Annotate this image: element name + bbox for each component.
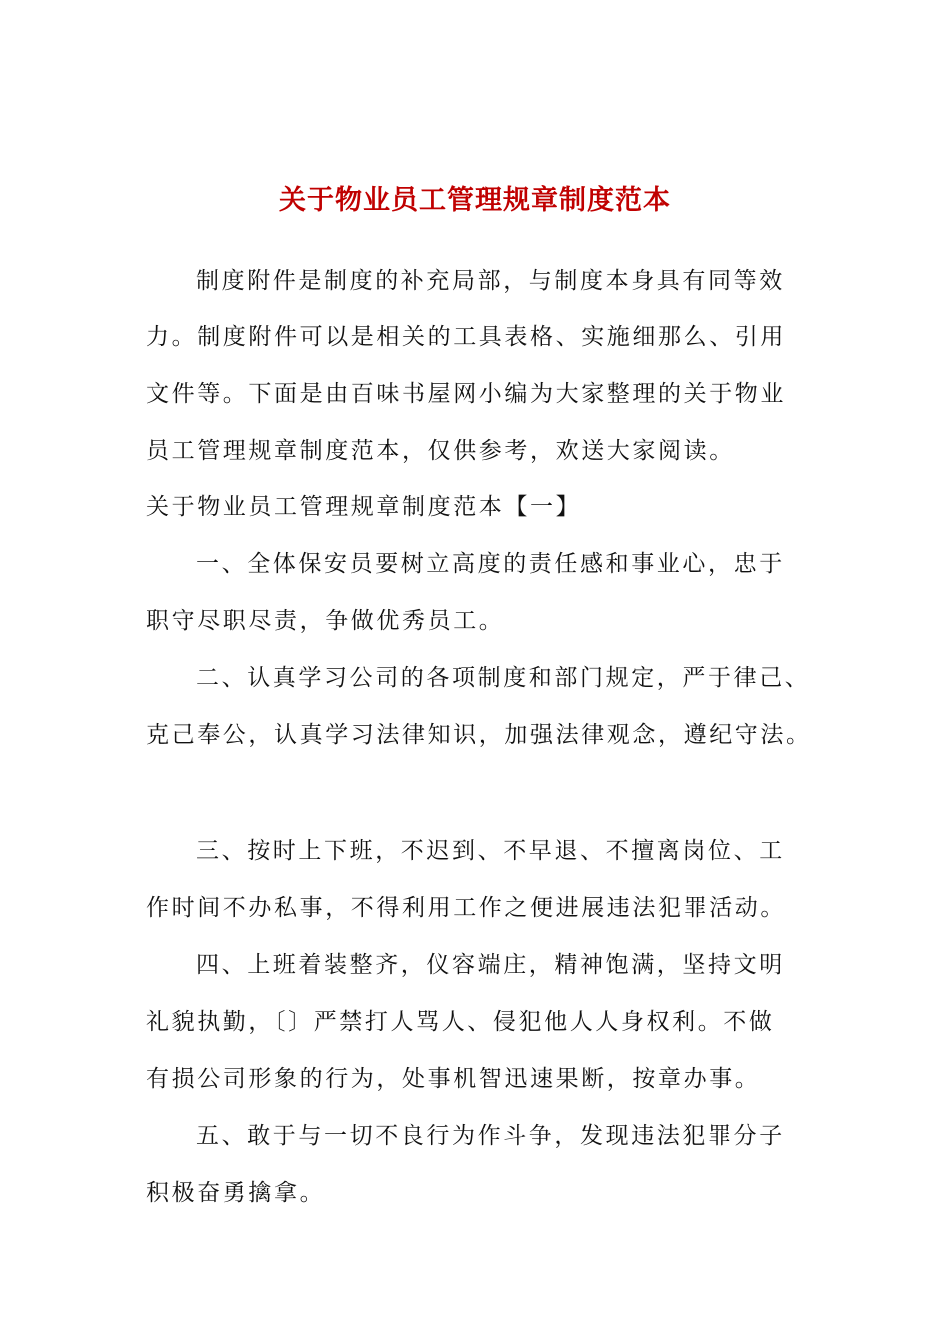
paragraph-item-5-line-2: 积极奋勇擒拿。 (146, 1180, 326, 1206)
section-heading: 关于物业员工管理规章制度范本【一】 (146, 494, 582, 520)
paragraph-item-4-line-2: 礼貌执勤，〔〕严禁打人骂人、侵犯他人人身权利。不做 (146, 1009, 775, 1035)
paragraph-intro-line-3: 文件等。下面是由百味书屋网小编为大家整理的关于物业 (146, 381, 786, 407)
paragraph-item-4-line-3: 有损公司形象的行为，处事机智迅速果断，按章办事。 (146, 1066, 761, 1092)
paragraph-item-5-line-1: 五、敢于与一切不良行为作斗争，发现违法犯罪分子 (196, 1123, 785, 1149)
paragraph-item-3-line-1: 三、按时上下班，不迟到、不早退、不擅离岗位、工 (196, 838, 785, 864)
paragraph-item-1-line-1: 一、全体保安员要树立高度的责任感和事业心，忠于 (196, 551, 785, 577)
paragraph-intro-line-4: 员工管理规章制度范本，仅供参考，欢送大家阅读。 (146, 438, 735, 464)
paragraph-item-3-line-2: 作时间不办私事，不得利用工作之便进展违法犯罪活动。 (146, 895, 786, 921)
paragraph-item-2-line-1: 二、认真学习公司的各项制度和部门规定，严于律己、 (196, 665, 811, 691)
paragraph-intro-line-2: 力。制度附件可以是相关的工具表格、实施细那么、引用 (146, 324, 786, 350)
paragraph-intro-line-1: 制度附件是制度的补充局部，与制度本身具有同等效 (196, 268, 785, 294)
document-title: 关于物业员工管理规章制度范本 (279, 185, 671, 216)
paragraph-item-1-line-2: 职守尽职尽责，争做优秀员工。 (146, 608, 505, 634)
paragraph-item-4-line-1: 四、上班着装整齐，仪容端庄，精神饱满，坚持文明 (196, 952, 785, 978)
paragraph-item-2-line-2: 克己奉公，认真学习法律知识，加强法律观念，遵纪守法。 (146, 722, 812, 748)
